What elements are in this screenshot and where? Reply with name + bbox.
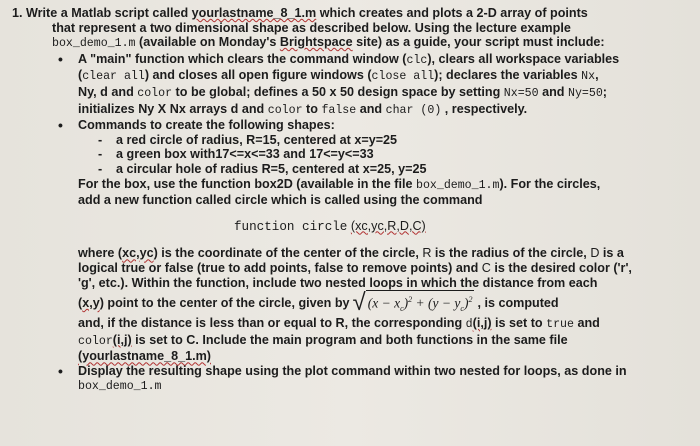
text: to be global; defines a 50 x 50 design space by setting: [172, 84, 504, 99]
bullet-2-title: [12, 118, 688, 133]
explanation-line-5: [12, 316, 688, 333]
code: d: [465, 318, 473, 332]
text: which creates and plots a 2-D array of points: [316, 6, 588, 20]
assignment-text: [12, 6, 688, 395]
code: char (0): [385, 103, 442, 117]
script-filename: yourlastname_8_1.m: [191, 6, 317, 20]
text: and: [107, 84, 138, 99]
bullet-3-line-1: [12, 364, 688, 379]
text: is the desired color ('r',: [490, 260, 632, 275]
code: color: [78, 334, 113, 348]
dash-icon: -: [98, 147, 103, 162]
text: ), clears all workspace variables: [427, 51, 620, 66]
bullet-3-line-2: [12, 378, 688, 395]
text: a red circle of radius, R=15, centered at x=y=25: [116, 132, 398, 147]
text: (i,j): [112, 332, 132, 347]
filename: (yourlastname_8_1.m): [78, 349, 211, 364]
text: initializes: [78, 101, 139, 116]
text: , respectively.: [441, 101, 528, 116]
text: 'g', etc.). Within the function, include two nested loops in which the distance from each: [78, 275, 598, 290]
text: Display the resulting shape using the plot command within two nested for loops, as done in: [78, 363, 627, 378]
site-name: Brightspace: [279, 35, 353, 50]
sqrt-icon: √: [352, 289, 366, 317]
question-line-1: [12, 6, 688, 21]
text: D: [590, 246, 600, 261]
text: 1. Write a Matlab script called: [12, 6, 192, 20]
text: and: [538, 84, 568, 99]
function-args: (xc,yc,R,D,C): [350, 218, 426, 233]
code: clc: [406, 53, 428, 67]
code: function circle: [234, 219, 348, 234]
text: arrays: [185, 101, 231, 116]
text: xc,yc: [122, 246, 154, 261]
demo-filename: box_demo_1.m: [52, 37, 136, 51]
explanation-line-6: [12, 333, 688, 350]
code: false: [321, 103, 357, 117]
text: where (: [78, 246, 123, 261]
text: Commands to create the following shapes:: [78, 118, 335, 133]
box-instruction-line-1: [12, 177, 688, 194]
text: (: [78, 295, 83, 310]
box-instruction-line-2: [12, 193, 688, 208]
explanation-line-2: [12, 261, 688, 276]
text: Ny: [78, 84, 94, 99]
code: box_demo_1.m: [78, 380, 162, 394]
text: is the radius of the circle,: [431, 246, 591, 261]
text: a circular hole of radius R=5, centered at x=25, y=25: [116, 161, 427, 176]
text: , is computed: [477, 295, 559, 310]
text: ) point to the center of the circle, given by: [99, 295, 350, 310]
text: X: [154, 101, 170, 116]
text: a green box with17<=x<=33 and 17<=y<=33: [116, 147, 374, 162]
text: that represent a two dimensional shape as described below. Using the lecture example: [52, 20, 571, 35]
text: R: [422, 246, 432, 261]
formula-radicand: $(x - x_c)^2 + (y - y_c)^2$: [366, 290, 475, 317]
dash-icon: -: [98, 161, 103, 176]
shape-item-3: [12, 162, 688, 177]
text: A "main" function which clears the command window (: [78, 51, 407, 66]
code: clear all: [82, 70, 145, 84]
text: (available on Monday's: [135, 35, 280, 50]
function-signature: [12, 219, 688, 235]
distance-formula: [353, 290, 475, 317]
text: to: [302, 101, 322, 116]
text: and, if the distance is less than or equal to R, the corresponding: [78, 316, 466, 331]
text: d: [230, 101, 239, 116]
text: ). For the circles,: [499, 176, 601, 191]
explanation-line-3: [12, 276, 688, 291]
text: C: [481, 260, 491, 275]
text: and: [573, 316, 600, 331]
code: color: [137, 86, 173, 100]
dash-icon: -: [98, 132, 103, 147]
text: is set to: [491, 316, 547, 331]
text: ) is the coordinate of the center of the circle,: [153, 246, 423, 261]
text: (: [78, 68, 83, 83]
shape-item-2: [12, 147, 688, 162]
code: close all: [371, 70, 435, 84]
text: site) as a guide, your script must include:: [352, 35, 605, 50]
text: For the box, use the function box2D (available in the file: [78, 176, 416, 191]
text: ,: [93, 84, 101, 99]
code: Nx: [581, 70, 596, 84]
question-line-3: [12, 35, 688, 52]
bullet-icon: •: [58, 117, 63, 134]
explanation-line-1: [12, 246, 688, 261]
text: (i,j): [472, 316, 492, 331]
text: Nx: [169, 101, 186, 116]
text: ) and closes all open figure windows (: [144, 68, 372, 83]
code: true: [546, 318, 574, 332]
code: Nx=50: [503, 86, 539, 100]
shape-item-1: [12, 133, 688, 148]
explanation-line-7: [12, 349, 688, 364]
bullet-1-line-3: [12, 85, 688, 102]
code: color: [267, 103, 303, 117]
text: ,: [595, 68, 599, 83]
bullet-icon: •: [58, 50, 63, 67]
text: Ny: [138, 101, 155, 116]
bullet-1-line-2: [12, 68, 688, 85]
code: Ny=50: [567, 86, 603, 100]
text: is set to C. Include the main program and both functions in the same file: [131, 332, 568, 347]
bullet-1-line-1: [12, 52, 688, 69]
text: add a new function called circle which is called using the command: [78, 193, 483, 208]
text: ;: [602, 84, 607, 99]
text: and: [238, 101, 268, 116]
text: ); declares the variables: [434, 68, 582, 83]
question-line-2: [12, 21, 688, 36]
bullet-1-line-4: [12, 102, 688, 119]
code: box_demo_1.m: [415, 178, 500, 192]
text: is a: [599, 246, 624, 261]
text: logical true or false (true to add points, false to remove points) and: [78, 260, 482, 275]
explanation-line-4: [12, 290, 688, 316]
text: and: [356, 101, 386, 116]
text: x,y: [82, 295, 100, 310]
bullet-icon: •: [58, 362, 63, 379]
text: d: [100, 84, 108, 99]
